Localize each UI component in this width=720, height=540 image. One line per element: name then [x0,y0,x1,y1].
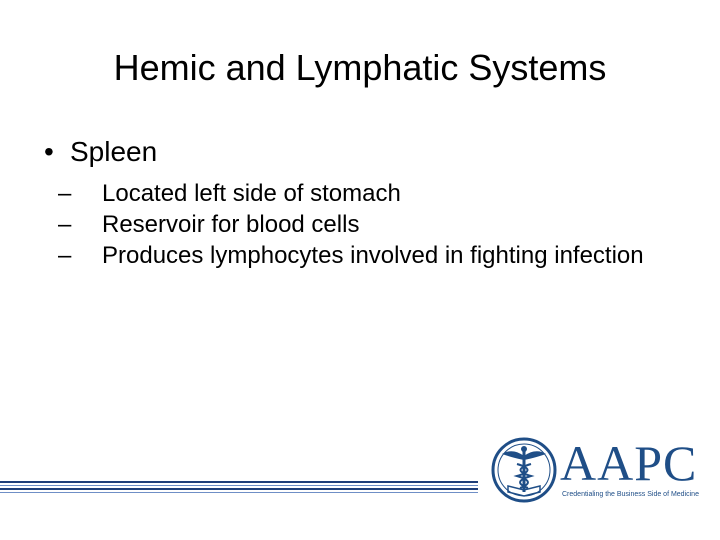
bullet-marker: • [44,136,54,167]
bullet-list [44,132,664,271]
sub-bullet-item [58,178,664,209]
sub-bullet-text: Reservoir for blood cells [102,211,360,238]
logo-tagline: Credentialing the Business Side of Medicine [562,491,699,498]
sub-bullet-item [58,240,664,271]
logo-wordmark: AAPC [560,435,698,491]
caduceus-icon [490,436,558,504]
slide-title: Hemic and Lymphatic Systems [113,47,607,88]
footer-rule [0,492,478,493]
sub-bullet-text: Produces lymphocytes involved in fighting infection [102,242,644,269]
aapc-logo [488,435,699,508]
dash-marker: – [58,180,72,207]
footer-rule [0,485,478,486]
sub-bullet-list [58,178,664,271]
bullet-text: Spleen [70,136,158,167]
sub-bullet-item [58,209,664,240]
footer-rule [0,488,478,490]
dash-marker: – [58,211,72,238]
footer-rule [0,481,478,483]
dash-marker: – [58,242,72,269]
bullet-item-spleen [44,132,664,172]
sub-bullet-text: Located left side of stomach [102,180,401,207]
